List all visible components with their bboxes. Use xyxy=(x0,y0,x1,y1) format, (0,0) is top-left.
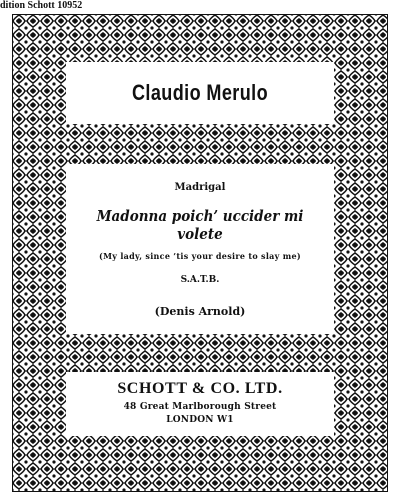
title-panel xyxy=(66,164,334,334)
publisher-name: SCHOTT & CO. LTD. xyxy=(117,380,283,397)
voicing-label: S.A.T.B. xyxy=(180,275,220,285)
composer-name: Claudio Merulo xyxy=(131,80,269,105)
publisher-panel xyxy=(66,372,334,436)
editor-name: (Denis Arnold) xyxy=(154,305,246,318)
genre-label: Madrigal xyxy=(174,182,226,193)
edition-number: dition Schott 10952 xyxy=(0,0,83,11)
publisher-city: LONDON W1 xyxy=(166,415,234,425)
title-translation: (My lady, since ’tis your desire to slay me) xyxy=(99,251,301,261)
work-title: Madonna poich’ uccider mi volete xyxy=(96,207,304,243)
composer-panel xyxy=(66,62,334,124)
publisher-address: 48 Great Marlborough Street xyxy=(123,402,277,412)
